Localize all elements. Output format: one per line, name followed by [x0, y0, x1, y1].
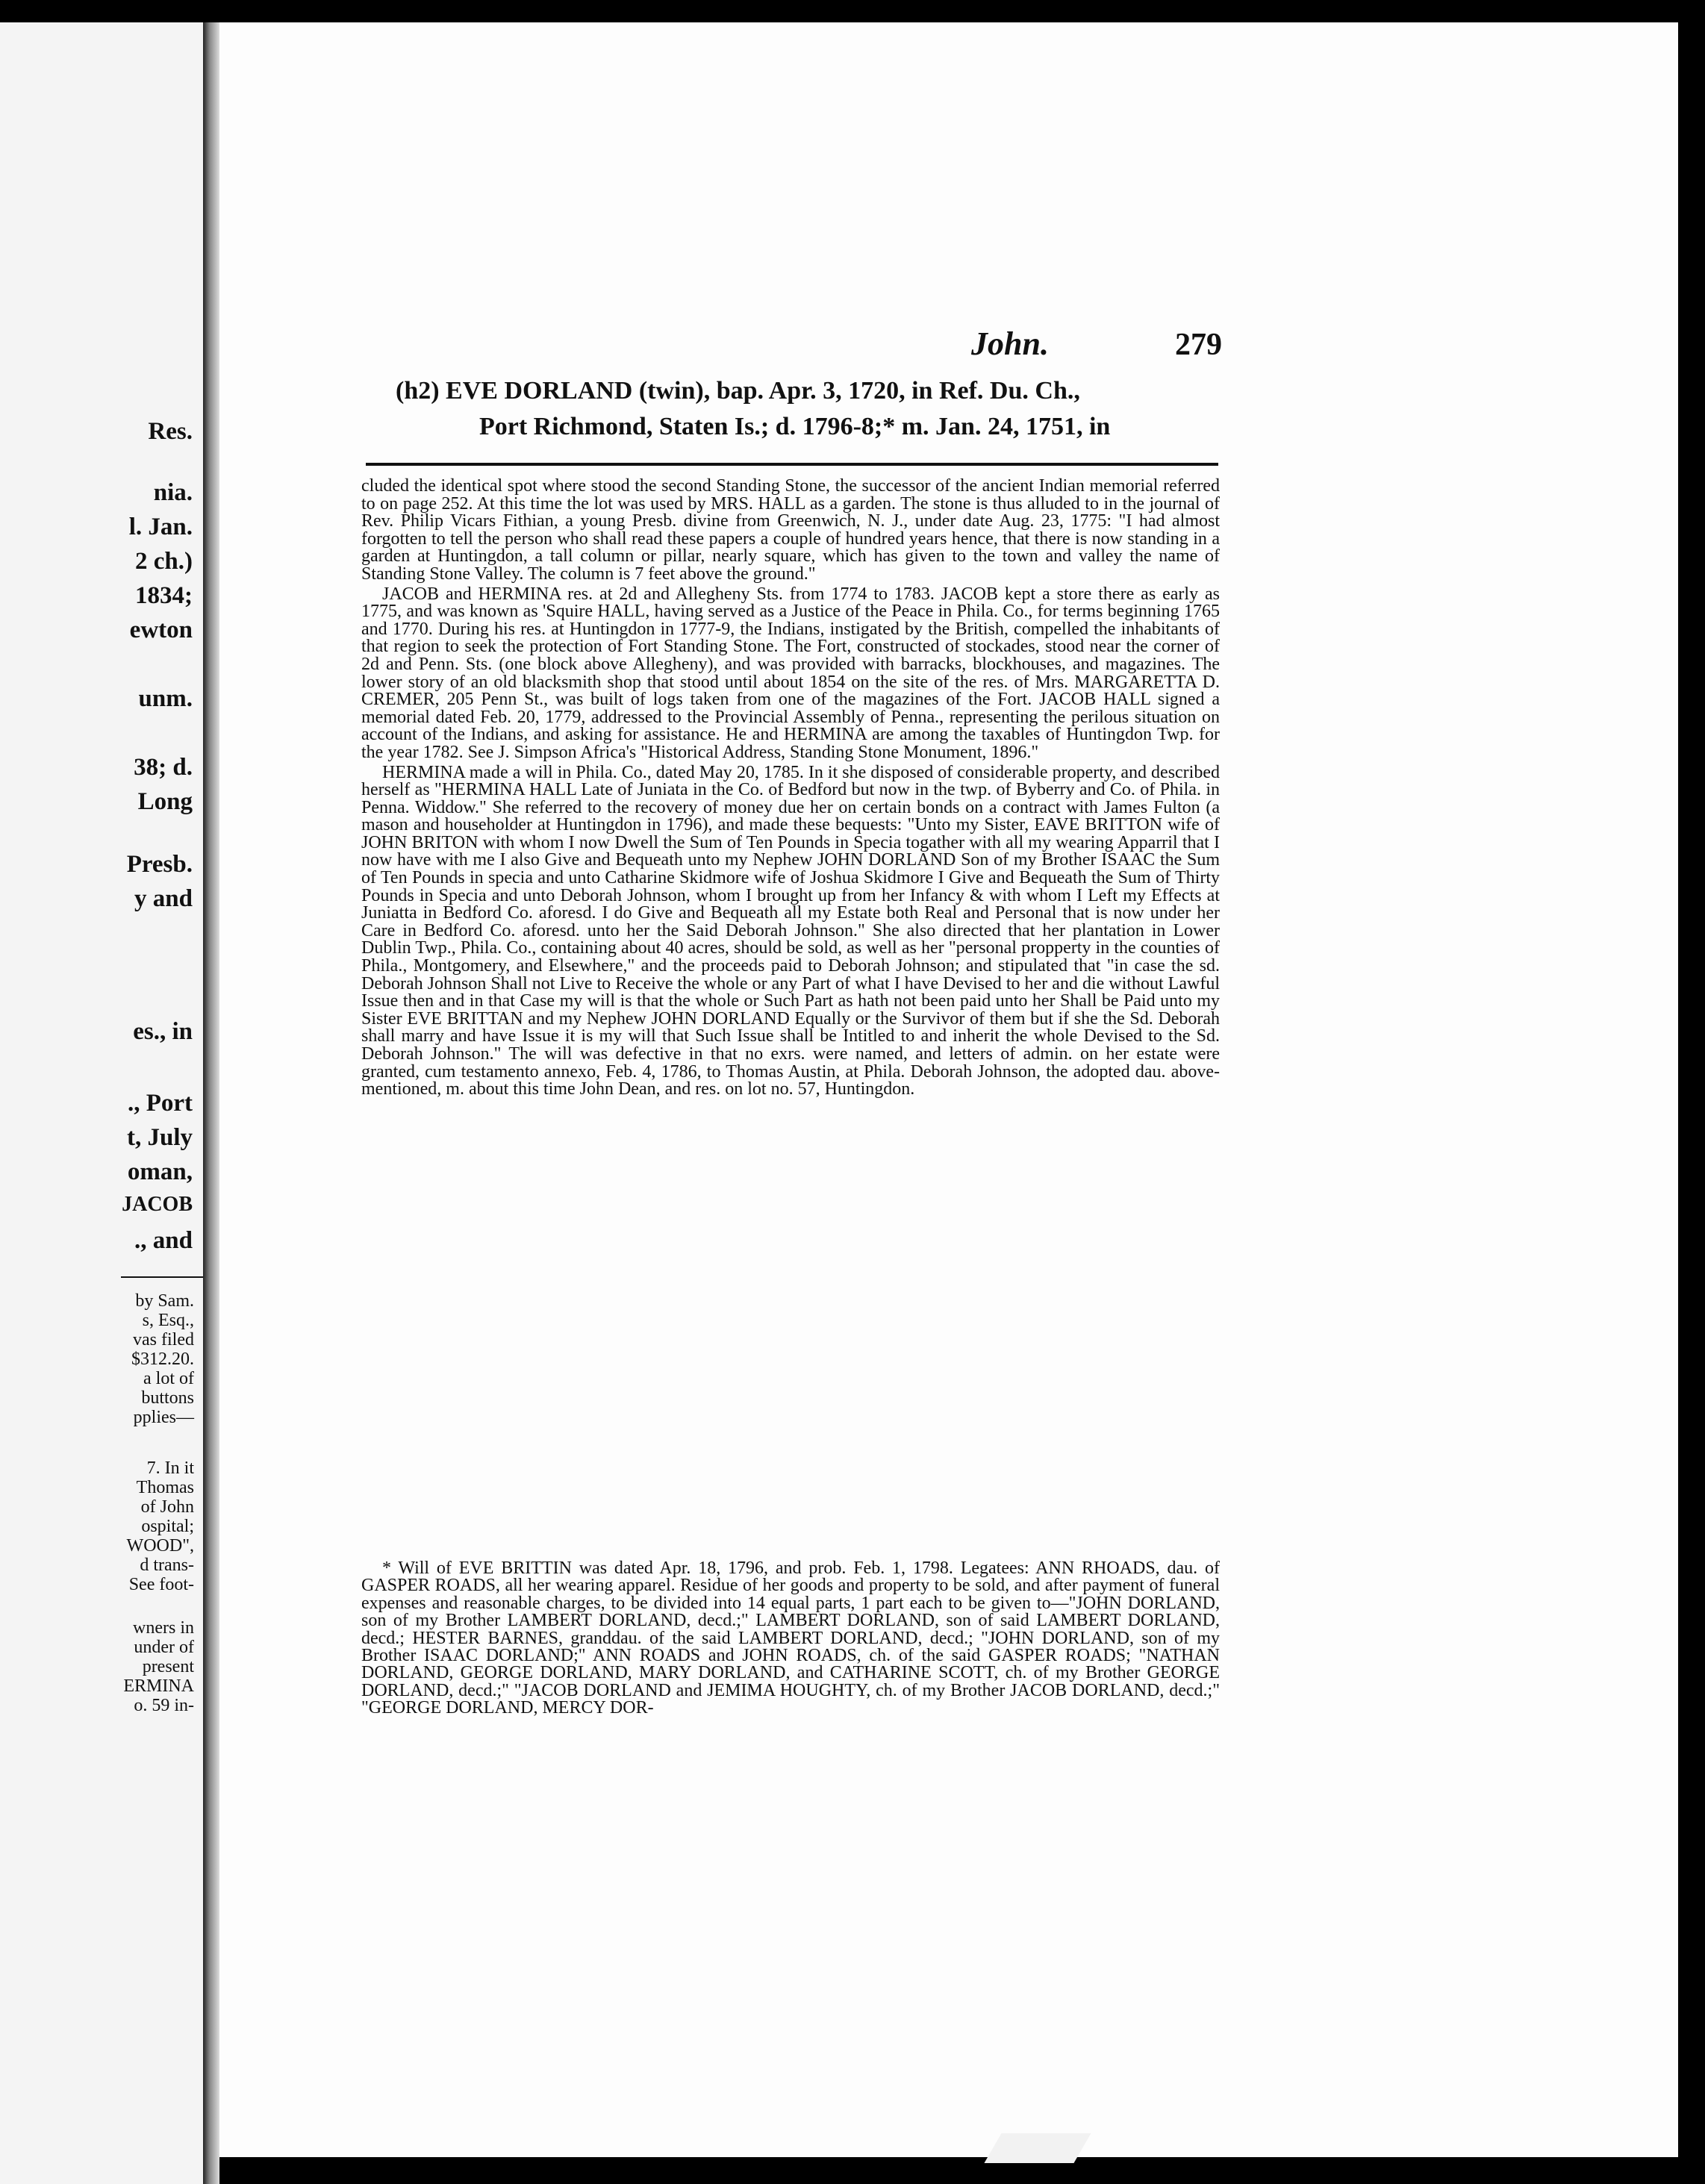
left-line: 2 ch.)	[135, 548, 193, 575]
book-gutter	[203, 22, 219, 2184]
left-small-line: of John	[140, 1497, 194, 1517]
entry-heading-line-1: (h2) EVE DORLAND (twin), bap. Apr. 3, 1720, in Ref. Du. Ch.,	[396, 377, 1080, 405]
left-line: t, July	[126, 1124, 193, 1151]
footnote	[361, 1560, 1220, 1717]
entry-heading	[396, 373, 1441, 445]
heading-rule	[366, 463, 1218, 466]
left-small-line: ospital;	[141, 1517, 194, 1536]
left-line: unm.	[138, 685, 193, 712]
left-line: Presb.	[126, 851, 193, 878]
paragraph: cluded the identical spot where stood the second Standing Stone, the successor of the ancient Indian memorial referred to on page 252. At this time the lot was used by MRS. HALL as a garden. The stone is thus alluded to in the journal of Rev. Philip Vicars Fithian, a young Presb. divine from Greenwich, N. J., under date Aug. 23, 1775: "I had almost forgotten to tell the person who shall read these papers a couple of hundred years hence, that there is now standing in a garden at Huntingdon, a tall column or pillar, nearly square, which has given to the town and valley the name of Standing Stone Valley. The column is 7 feet above the ground."	[361, 476, 1220, 584]
left-small-line: $312.20.	[131, 1350, 194, 1369]
entry-heading-line-2: Port Richmond, Staten Is.; d. 1796-8;* m. Jan. 24, 1751, in	[479, 413, 1111, 440]
left-line: oman,	[127, 1158, 193, 1185]
left-small-line: buttons	[141, 1388, 194, 1408]
left-small-line: WOOD",	[126, 1536, 194, 1556]
left-line: ., and	[134, 1227, 193, 1254]
left-line: JACOB	[122, 1193, 193, 1216]
body-text	[361, 478, 1220, 1101]
left-line: l. Jan.	[128, 514, 193, 540]
left-line: ewton	[129, 617, 193, 643]
left-small-line: by Sam.	[135, 1291, 194, 1311]
left-small-line: under of	[134, 1638, 194, 1657]
left-small-line: ERMINA	[123, 1676, 194, 1696]
left-line: ., Port	[127, 1090, 193, 1117]
left-small-line: o. 59 in-	[134, 1696, 194, 1715]
running-head: John.	[971, 325, 1049, 362]
left-small-line: s, Esq.,	[142, 1311, 194, 1330]
left-small-line: Thomas	[136, 1478, 194, 1497]
paragraph: JACOB and HERMINA res. at 2d and Allegheny Sts. from 1774 to 1783. JACOB kept a store there as early as 1775, and was known as 'Squire HALL, having served as a Justice of the Peace in Phila. Co., for terms beginning 1765 and 1770. During his res. at Huntingdon in 1777-9, the Indians, instigated by the British, compelled the inhabitants of that region to seek the protection of Fort Standing Stone. The Fort, constructed of stockades, stood near the corner of 2d and Penn. Sts. (one block above Allegheny), and was provided with barracks, blockhouses, and magazines. The lower story of an old blacksmith shop that stood until about 1854 on the site of the res. of Mrs. MARGARETTA D. CREMER, 205 Penn St., was built of logs taken from one of the magazines of the Fort. JACOB HALL signed a memorial dated Feb. 20, 1779, addressed to the Provincial Assembly of Penna., representing the perilous situation on account of the Indians, and asking for assistance. He and HERMINA are among the taxables of Huntingdon Twp. for the year 1782. See J. Simpson Africa's "Historical Address, Standing Stone Monument, 1896."	[361, 584, 1220, 762]
left-small-line: See foot-	[128, 1575, 194, 1594]
left-line: y and	[134, 885, 193, 912]
facing-page-fragment	[0, 22, 203, 2184]
left-small-line: present	[142, 1657, 194, 1676]
left-small-line: a lot of	[143, 1369, 194, 1388]
left-line: nia.	[153, 479, 193, 506]
page-279	[219, 22, 1678, 2157]
paragraph: HERMINA made a will in Phila. Co., dated May 20, 1785. In it she disposed of considerable property, and described herself as "HERMINA HALL Late of Juniata in the Co. of Bedford but now in the twp. of Byberry and Co. of Phila. in Penna. Widdow." She referred to the recovery of money due her on certain bonds on a contract with James Fulton (a mason and householder at Huntingdon in 1796), and made these bequests: "Unto my Sister, EAVE BRITTON wife of JOHN BRITON with whom I now Dwell the Sum of Ten Pounds in Specia togather with all my wearing Apparril that I now have with me I also Give and Bequeath unto my Nephew JOHN DORLAND Son of my Brother ISAAC the Sum of Ten Pounds in specia and unto Catharine Skidmore wife of Joshua Skidmore I Give and Bequeath the Sum of Thirty Pounds in Specia and unto Deborah Johnson, whom I brought up from her Infancy & with whom I Left my Effects at Juniatta in Bedford Co. aforesd. I do Give and Bequeath all my Estate both Real and Personal that is now under her Care in Bedford Co. aforesd. unto her the Said Deborah Johnson." She also directed that her plantation in Lower Dublin Twp., Phila. Co., containing about 40 acres, should be sold, as well as her "personal propperty in the counties of Phila., Montgomery, and Elsewhere," and the proceeds paid to Deborah Johnson; and stipulated that "in case the sd. Deborah Johnson Shall not Live to Receive the whole or any Part of what I have Devised to her and die without Lawful Issue then and in that Case my will is that the whole or Such Part as hath not been paid unto her Shall be Paid unto my Sister EVE BRITTAN and my Nephew JOHN DORLAND Equally or the Survivor of them but if she the Sd. Deborah shall marry and have Issue it is my will that Such Issue shall be Intitled to and inherit the whole Devised to the Sd. Deborah Johnson." The will was defective in that no exrs. were named, and letters of admin. on her estate were granted, cum testamento annexo, Feb. 4, 1786, to Thomas Austin, at Phila. Deborah Johnson, the adopted dau. above-mentioned, m. about this time John Dean, and res. on lot no. 57, Huntingdon.	[361, 762, 1220, 1099]
left-small-line: vas filed	[133, 1330, 194, 1350]
left-line: Long	[137, 788, 193, 815]
left-small-line: d trans-	[140, 1556, 194, 1575]
page-number: 279	[1175, 328, 1222, 362]
left-line: Res.	[148, 418, 193, 445]
footnote-rule	[121, 1276, 203, 1278]
left-small-line: 7. In it	[146, 1458, 194, 1478]
left-line: 1834;	[135, 582, 193, 609]
left-line: es., in	[133, 1018, 193, 1045]
left-small-line: pplies—	[133, 1408, 194, 1427]
scan-artifact	[984, 2133, 1091, 2163]
left-small-line: wners in	[133, 1618, 194, 1638]
left-line: 38; d.	[134, 754, 193, 781]
footnote-text: * Will of EVE BRITTIN was dated Apr. 18, 1796, and prob. Feb. 1, 1798. Legatees: ANN RHOADS, dau. of GASPER ROADS, all her wearing apparel. Residue of her goods and property to be sold, and after payment of funeral expenses and reasonable charges, to be divided into 14 equal parts, 1 part each to be given to—"JOHN DORLAND, son of my Brother LAMBERT DORLAND, decd.;" LAMBERT DORLAND, son of said LAMBERT DORLAND, decd.; HESTER BARNES, granddau. of the said LAMBERT DORLAND, decd.; "JOHN DORLAND, son of my Brother ISAAC DORLAND;" ANN ROADS and JOHN ROADS, ch. of the said GASPER ROADS; "NATHAN DORLAND, GEORGE DORLAND, MARY DORLAND, and CATHARINE SCOTT, ch. of my Brother GEORGE DORLAND, decd.;" "JACOB DORLAND and JEMIMA HOUGHTY, ch. of my Brother JACOB DORLAND, decd.;" "GEORGE DORLAND, MERCY DOR-	[361, 1559, 1220, 1718]
